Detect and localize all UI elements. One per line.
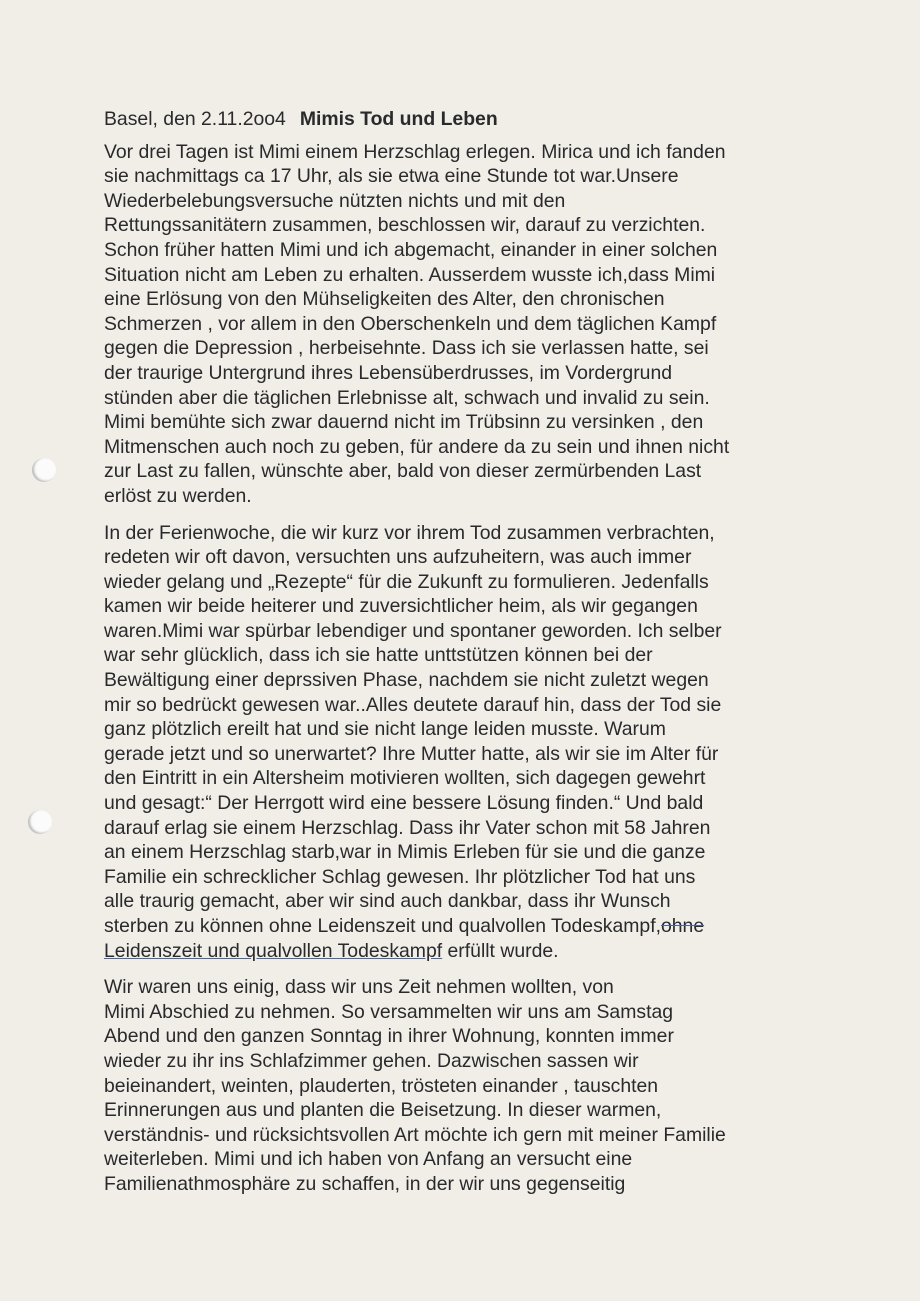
text-line <box>104 914 824 939</box>
text-line: Mitmenschen auch noch zu geben, für andere da zu sein und ihnen nicht <box>104 435 730 458</box>
text-line: darauf erlag sie einem Herzschlag. Dass ihr Vater schon mit 58 Jahren <box>104 816 711 839</box>
text-line: wieder gelang und „Rezepte“ für die Zukunft zu formulieren. Jedenfalls <box>104 570 709 593</box>
text-line: kamen wir beide heiterer und zuversichtlicher heim, als wir gegangen <box>104 595 698 618</box>
text-line: beieinandert, weinten, plauderten, trösteten einander , tauschten <box>104 1074 659 1097</box>
text-line: redeten wir oft davon, versuchten uns aufzuheitern, was auch immer <box>104 546 692 569</box>
text-line: Schmerzen , vor allem in den Oberschenkeln und dem täglichen Kampf <box>104 312 717 335</box>
text-line: verständnis- und rücksichtsvollen Art möchte ich gern mit meiner Familie <box>104 1123 726 1146</box>
text-line: Vor drei Tagen ist Mimi einem Herzschlag erlegen. Mirica und ich fanden <box>104 140 726 163</box>
struck-word: ohne <box>660 915 705 937</box>
text-line: Familie ein schrecklicher Schlag gewesen. Ihr plötzlicher Tod hat uns <box>104 865 696 888</box>
text-line: und gesagt:“ Der Herrgott wird eine bessere Lösung finden.“ Und bald <box>104 792 704 815</box>
letter-body <box>104 107 824 1209</box>
line-text: sterben zu können ohne Leidenszeit und qualvollen Todeskampf, <box>104 915 661 937</box>
text-line: alle traurig gemacht, aber wir sind auch dankbar, dass ihr Wunsch <box>104 890 671 913</box>
text-line: erlöst zu werden. <box>104 484 252 507</box>
text-line: Mimi Abschied zu nehmen. So versammelten wir uns am Samstag <box>104 1000 674 1023</box>
text-line: sie nachmittags ca 17 Uhr, als sie etwa eine Stunde tot war.Unsere <box>104 165 679 188</box>
text-line: der traurige Untergrund ihres Lebensüberdrusses, im Vordergrund <box>104 361 673 384</box>
text-line: den Eintritt in ein Altersheim motivieren wollten, sich dagegen gewehrt <box>104 767 706 790</box>
paragraph-1 <box>104 140 824 509</box>
text-line: waren.Mimi war spürbar lebendiger und spontaner geworden. Ich selber <box>104 619 722 642</box>
text-line: Situation nicht am Leben zu erhalten. Ausserdem wusste ich,dass Mimi <box>104 263 716 286</box>
text-line: In der Ferienwoche, die wir kurz vor ihrem Tod zusammen verbrachten, <box>104 521 715 544</box>
text-line: weiterleben. Mimi und ich haben von Anfang an versucht eine <box>104 1148 633 1171</box>
text-line: Wir waren uns einig, dass wir uns Zeit nehmen wollten, von <box>104 976 614 999</box>
text-line: Rettungssanitätern zusammen, beschlossen wir, darauf zu verzichten. <box>104 214 706 237</box>
punch-hole <box>32 458 56 482</box>
place-date: Basel, den 2.11.2oo4 <box>104 108 286 130</box>
text-line: gerade jetzt und so unerwartet? Ihre Mutter hatte, als wir sie im Alter für <box>104 742 719 765</box>
paragraph-3 <box>104 975 824 1196</box>
text-line: Wiederbelebungsversuche nützten nichts und mit den <box>104 189 566 212</box>
text-line: Familienathmosphäre zu schaffen, in der wir uns gegenseitig <box>104 1172 626 1195</box>
text-line: Schon früher hatten Mimi und ich abgemacht, einander in einer solchen <box>104 238 718 261</box>
text-line: ganz plötzlich ereilt hat und sie nicht lange leiden musste. Warum <box>104 718 666 741</box>
letter-title: Mimis Tod und Leben <box>299 108 498 130</box>
text-line: Erinnerungen aus und planten die Beisetzung. In dieser warmen, <box>104 1099 662 1122</box>
underlined-phrase: Leidenszeit und qualvollen Todeskampf <box>104 939 443 962</box>
text-line: eine Erlösung von den Mühseligkeiten des Alter, den chronischen <box>104 288 665 311</box>
text-line: Bewältigung einer deprssiven Phase, nachdem sie nicht zuletzt wegen <box>104 669 709 692</box>
text-line: wieder zu ihr ins Schlafzimmer gehen. Dazwischen sassen wir <box>104 1049 639 1072</box>
punch-hole <box>28 810 52 834</box>
text-line: gegen die Depression , herbeisehnte. Dass ich sie verlassen hatte, sei <box>104 337 709 360</box>
text-line: zur Last zu fallen, wünschte aber, bald von dieser zermürbenden Last <box>104 460 702 483</box>
text-line: Abend und den ganzen Sonntag in ihrer Wohnung, konnten immer <box>104 1025 674 1048</box>
paragraph-2 <box>104 521 824 964</box>
text-line <box>104 939 824 964</box>
text-line: mir so bedrückt gewesen war..Alles deutete darauf hin, dass der Tod sie <box>104 693 722 716</box>
letter-heading <box>104 107 824 132</box>
text-line: stünden aber die täglichen Erlebnisse alt, schwach und invalid zu sein. <box>104 386 710 409</box>
text-line: Mimi bemühte sich zwar dauernd nicht im Trübsinn zu versinken , den <box>104 411 704 434</box>
text-line: war sehr glücklich, dass ich sie hatte unttstützen können bei der <box>104 644 653 667</box>
line-suffix: erfüllt wurde. <box>442 939 559 962</box>
text-line: an einem Herzschlag starb,war in Mimis Erleben für sie und die ganze <box>104 841 706 864</box>
